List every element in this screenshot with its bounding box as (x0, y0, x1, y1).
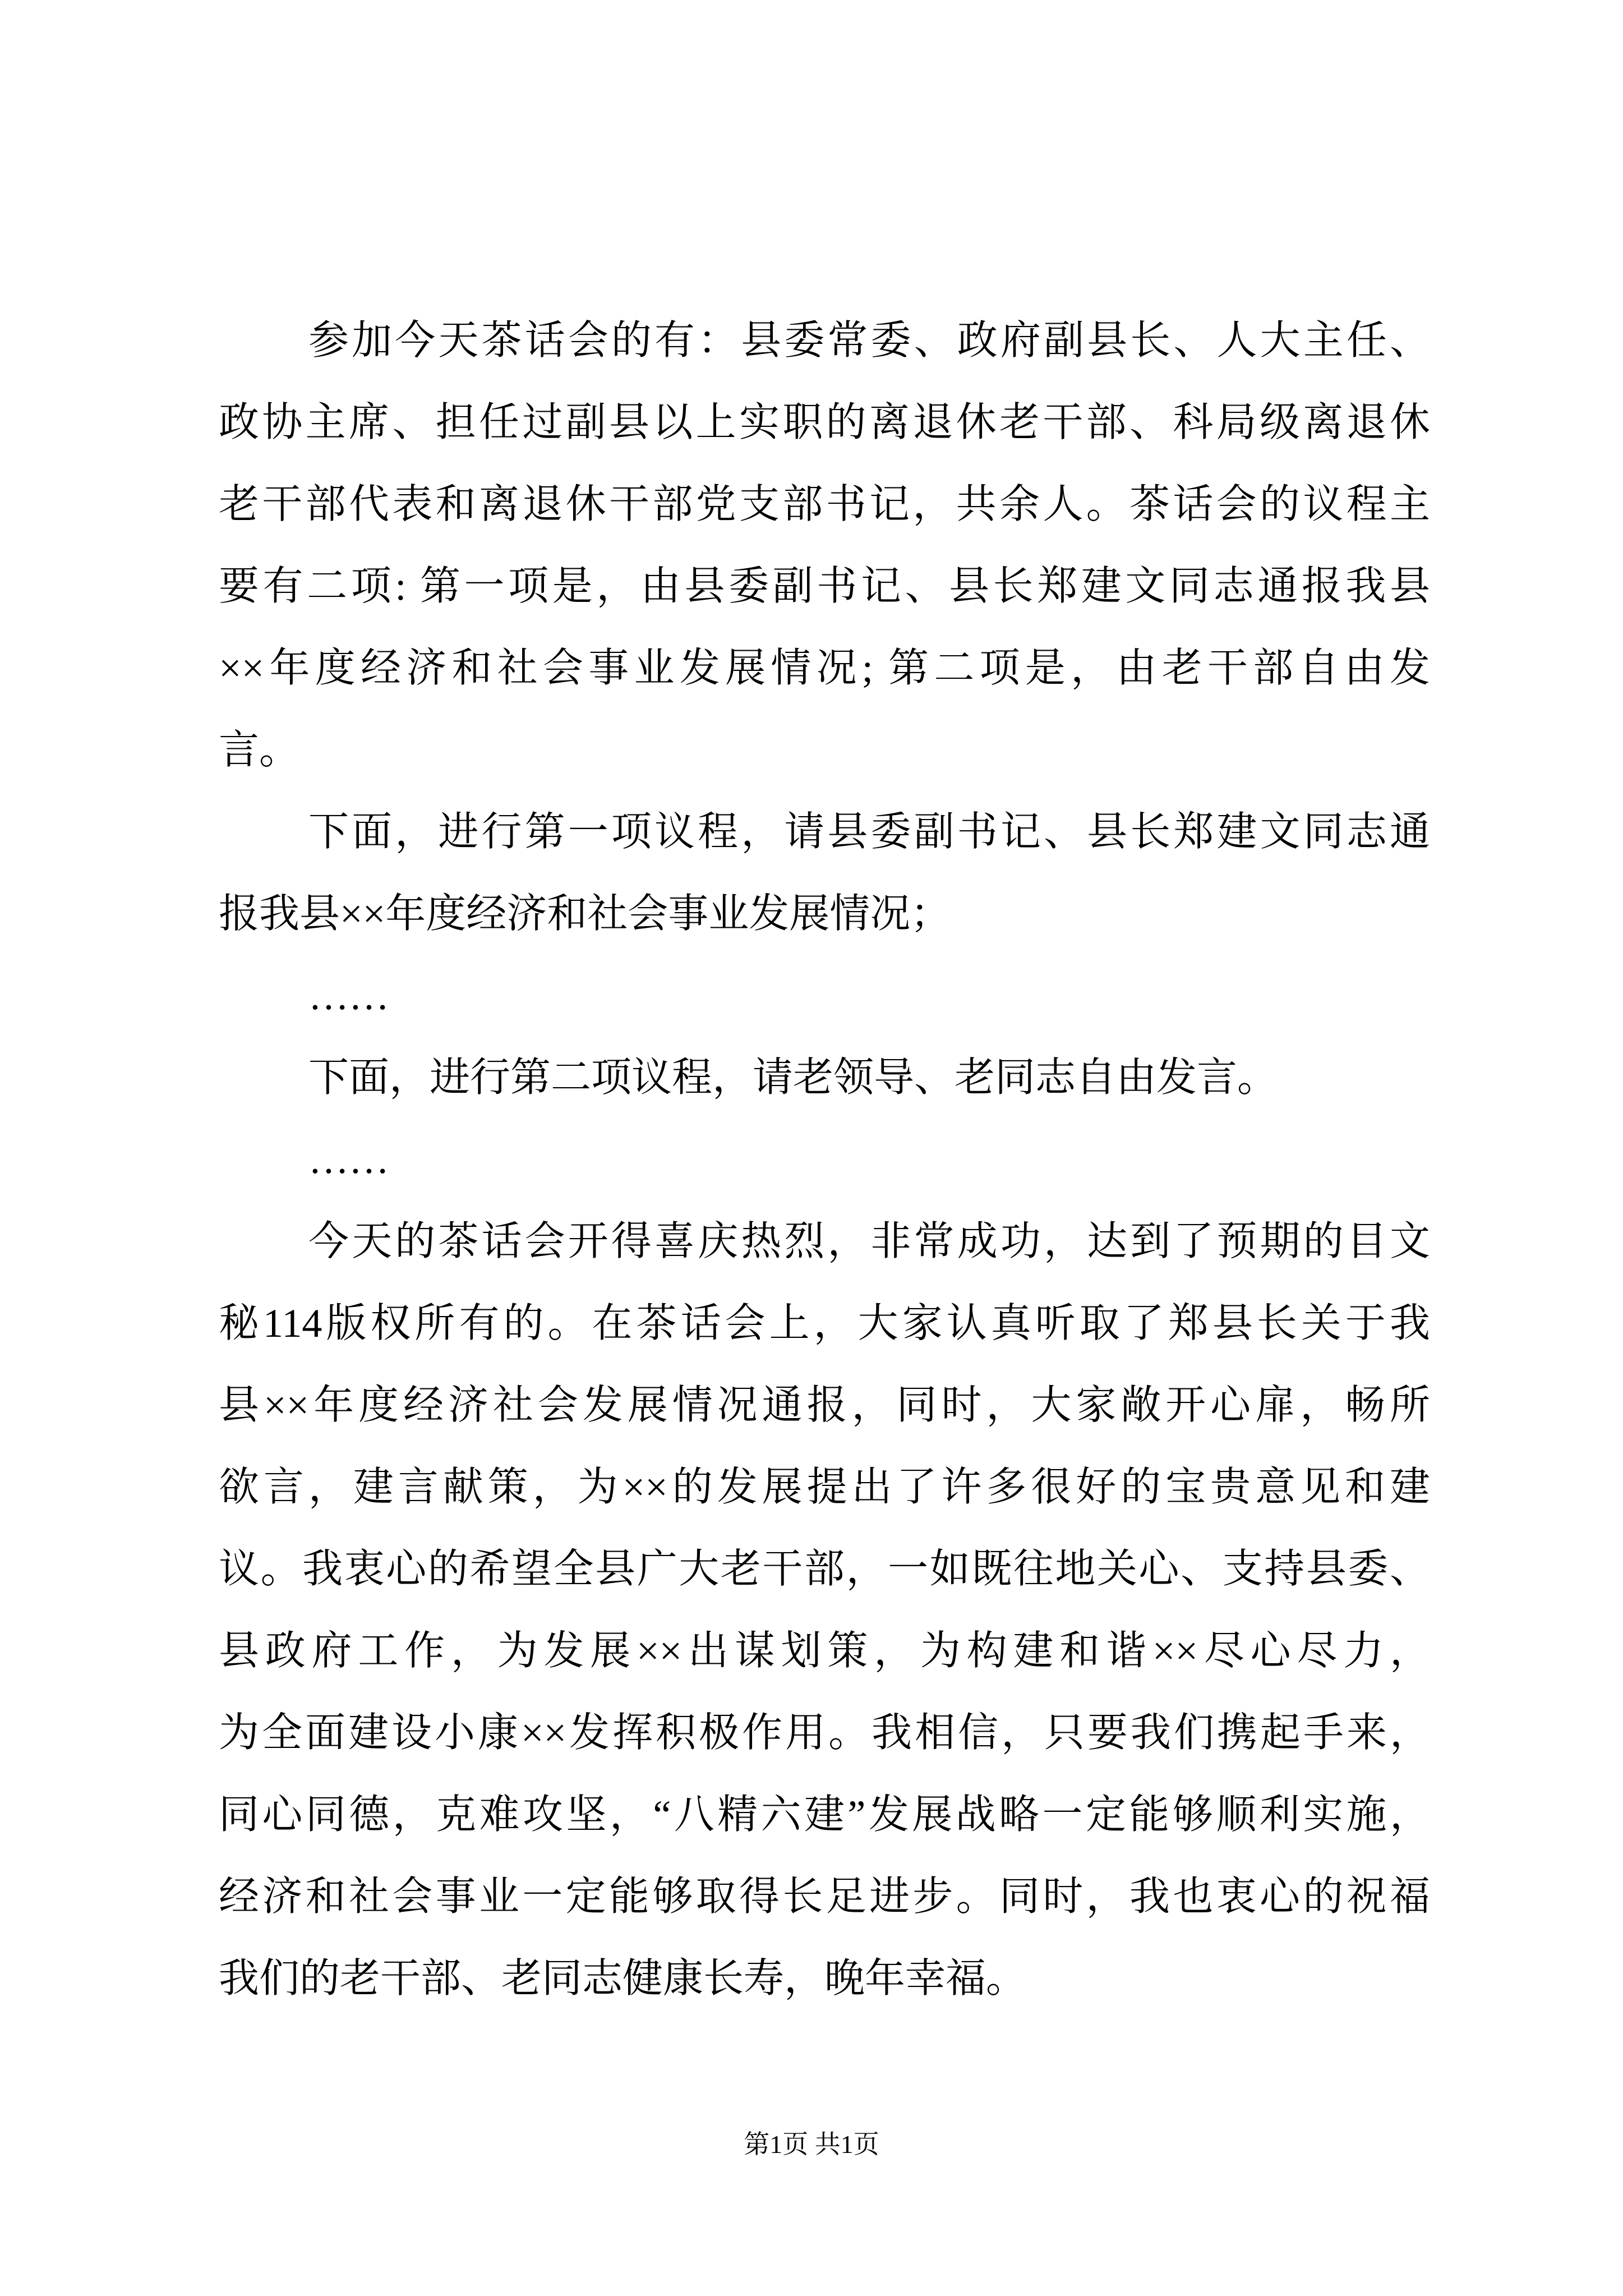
body-line: 经济和社会事业一定能够取得长足进步。同时，我也衷心的祝福 (219, 1874, 1430, 1919)
body-line: 下面，进行第一项议程，请县委副书记、县长郑建文同志通 (308, 809, 1430, 854)
body-line: 秘114版权所有的。在茶话会上，大家认真听取了郑县长关于我 (219, 1301, 1430, 1346)
body-line: 老干部代表和离退休干部党支部书记，共余人。茶话会的议程主 (219, 482, 1430, 527)
body-line: 欲言，建言献策，为××的发展提出了许多很好的宝贵意见和建 (219, 1465, 1430, 1510)
text-body (219, 300, 1430, 2019)
body-line: 参加今天茶话会的有：县委常委、政府副县长、人大主任、 (308, 318, 1430, 363)
body-line: 我们的老干部、老同志健康长寿，晚年幸福。 (219, 1956, 1027, 2001)
body-line: 县××年度经济社会发展情况通报，同时，大家敞开心扉，畅所 (219, 1383, 1430, 1428)
body-line: 言。 (219, 728, 300, 772)
ellipsis-line: …… (308, 1137, 389, 1182)
body-line: 议。我衷心的希望全县广大老干部，一如既往地关心、支持县委、 (219, 1547, 1430, 1591)
body-line: ××年度经济和社会事业发展情况; 第二项是，由老干部自由发 (219, 646, 1430, 691)
body-line: 要有二项: 第一项是，由县委副书记、县长郑建文同志通报我县 (219, 564, 1430, 609)
body-line: 为全面建设小康××发挥积极作用。我相信，只要我们携起手来， (219, 1710, 1430, 1755)
body-line: 县政府工作，为发展××出谋划策，为构建和谐××尽心尽力， (219, 1628, 1430, 1673)
body-line: 同心同德，克难攻坚，“八精六建”发展战略一定能够顺利实施， (219, 1792, 1430, 1837)
page-number-footer: 第1页 共1页 (744, 2130, 879, 2159)
body-line: 下面，进行第二项议程，请老领导、老同志自由发言。 (308, 1055, 1278, 1100)
body-line: 政协主席、担任过副县以上实职的离退休老干部、科局级离退休 (219, 400, 1430, 445)
body-line: 今天的茶话会开得喜庆热烈，非常成功，达到了预期的目文 (308, 1219, 1430, 1264)
ellipsis-line: …… (308, 973, 389, 1018)
body-line: 报我县××年度经济和社会事业发展情况； (219, 891, 951, 936)
